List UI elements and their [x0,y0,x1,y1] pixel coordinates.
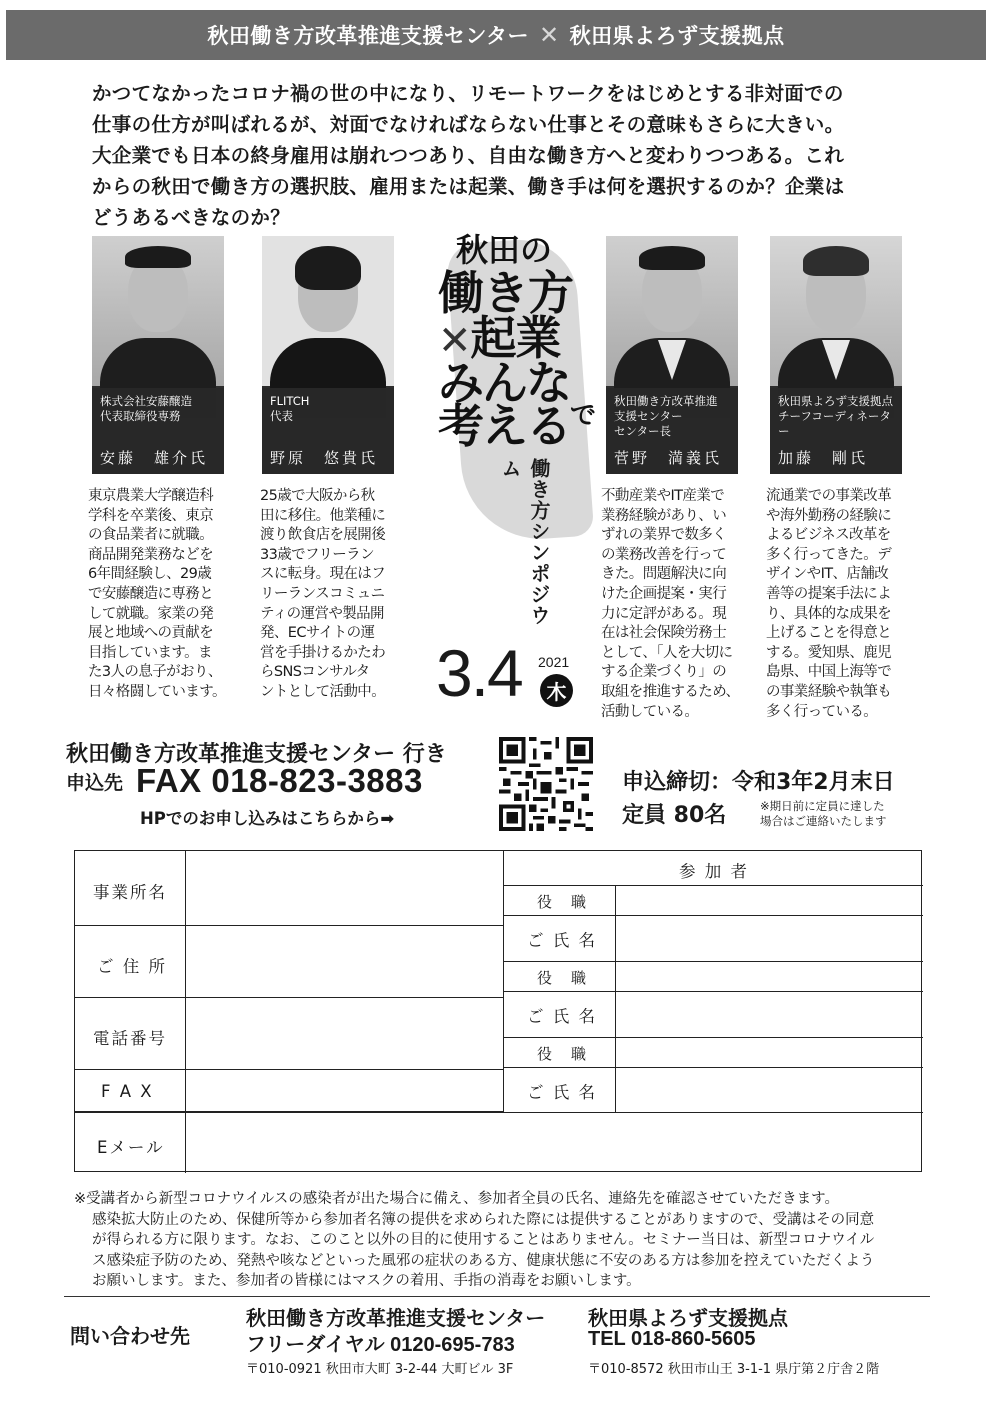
participant-3-position-field[interactable] [616,1038,922,1067]
capacity-note: ※期日前に定員に達した 場合はご連絡いたします [760,799,887,828]
speaker-role: 秋田県よろず支援拠点 チーフコーディネーター [778,394,893,438]
form-label-position: 役 職 [537,969,589,987]
form-label-fax: F A X [101,1082,154,1101]
speaker-caption [262,388,394,474]
qr-code-icon[interactable] [498,737,594,831]
title-line-hatarakikata: 働き方 [438,266,573,320]
speaker-photo-nohara [262,236,394,474]
hp-application-link[interactable]: HPでのお申し込みはこちらから➡ [140,809,395,828]
participant-1-position-field[interactable] [616,886,922,915]
cross-icon: ✕ [438,318,471,364]
notice-line: お願いします。また、参加者の皆様にはマスクの着用、手指の消毒をお願いします。 [92,1273,641,1289]
speaker-caption [770,388,902,474]
title-kangaeru-text: 考える [438,399,570,453]
speaker-name: 安藤 雄介氏 [100,449,209,467]
application-deadline: 申込締切：令和3年2月末日 [622,770,895,795]
intro-line: かつてなかったコロナ禍の世の中になり、リモートワークをはじめとする非対面での [92,82,844,105]
contact-org-1-name: 秋田働き方改革推進支援センター [246,1306,546,1330]
notice-line: が得られる方に限ります。なお、このこと以外の目的に使用することはありません。セミナー当日は、新型コロナウイル [92,1232,875,1248]
form-label-position: 役 職 [537,1045,589,1063]
application-label: 申込先 [66,772,124,794]
privacy-notice [74,1189,924,1292]
capacity: 定員 80名 [622,803,727,828]
speaker-caption [92,388,224,474]
header-organizer-right: 秋田県よろず支援拠点 [569,24,785,48]
intro-line: 大企業でも日本の終身雇用は崩れつつあり、自由な働き方へと変わりつつある。これ [92,144,845,167]
form-label-phone: 電話番号 [93,1029,167,1048]
participant-2-position-field[interactable] [616,962,922,991]
speaker-bio-nohara: 25歳で大阪から秋 田に移住。他業種に 渡り飲食店を展開後 33歳でフリーラン スに転身。現在はフ リーランスコミュニ ティの運営や製品開 発、ECサイトの運 営を手掛けるかたわ らSNSコンサルタ ントとして活動中。 [260,488,386,700]
event-date: 3.4 [436,636,522,710]
notice-line: ※受講者から新型コロナウイルスの感染者が出た場合に備え、参加者全員の氏名、連絡先を確認させていただきます。 [74,1191,839,1207]
form-label-email: Eメール [97,1138,165,1157]
office-name-field[interactable] [186,851,502,925]
participant-2-name-field[interactable] [616,992,922,1037]
title-line-kangaeru [438,399,595,453]
participant-1-name-field[interactable] [616,916,922,961]
speaker-name: 野原 悠貴氏 [270,449,379,467]
notice-line: ス感染症予防のため、発熱や咳などといった風邪の症状のある方、健康状態に不安のある方は参加を控えていただくよう [92,1252,875,1269]
cross-icon: ✕ [539,21,560,49]
form-label-address: ご 住 所 [97,957,167,976]
event-weekday-badge: 木 [540,674,573,707]
email-field[interactable] [186,1113,922,1171]
title-kigyo-text: 起業 [470,311,561,365]
title-de-text: で [570,401,595,431]
speaker-photo-ando [92,236,224,474]
participants-header: 参 加 者 [679,862,749,881]
speaker-bio-ando: 東京農業大学醸造科 学科を卒業後、東京 の食品業者に就職。 商品開発業務などを 6年間経験し、29歳 で安藤醸造に専務と して就職。家業の発 展と地域への貢献を 目指しています。ま た3人の息子がおり、 日々格闘しています。 [88,488,226,700]
form-label-name: ご 氏 名 [527,1083,597,1102]
contact-org-2-name: 秋田県よろず支援拠点 [588,1306,788,1330]
speaker-bio-kato: 流通業での事業改革 や海外勤務の経験に よるビジネス改革を 多く行ってきた。デ ザインやIT、店舗改 善等の提案手法によ り、具体的な成果を 上げることを得意と する。愛知県、鹿児 島県、中国上海等で の事業経験や執筆も 多く行っている。 [766,488,892,720]
footer-divider [64,1296,930,1297]
speaker-role: 株式会社安藤醸造 代表取締役専務 [100,394,192,423]
intro-line: からの秋田で働き方の選択肢、雇用または起業、働き手は何を選択するのか？企業は [92,175,845,198]
title-line-akita: 秋田の [456,231,553,269]
speaker-name: 加藤 剛氏 [778,449,869,467]
phone-field[interactable] [186,998,502,1069]
event-subtitle: 働き方シンポジウム [498,458,551,626]
contact-label: 問い合わせ先 [70,1324,190,1348]
speaker-photo-sugano [606,236,738,474]
fax-field[interactable] [186,1070,502,1111]
event-year: 2021 [538,654,570,670]
contact-org-2-address: 〒010-8572 秋田市山王 3-1-1 県庁第２庁舎２階 [588,1362,880,1377]
intro-text [92,78,912,233]
speaker-role: FLITCH 代表 [270,394,310,423]
form-label-name: ご 氏 名 [527,1007,597,1026]
form-label-name: ご 氏 名 [527,931,597,950]
header-banner [6,10,986,60]
contact-org-2-tel[interactable]: TEL 018-860-5605 [588,1328,756,1350]
title-line-minna: みんな [438,356,570,410]
intro-line: どうあるべきなのか？ [92,206,291,229]
speaker-role: 秋田働き方改革推進 支援センター センター長 [614,394,718,438]
form-label-position: 役 職 [537,893,589,911]
title-line-kigyo [438,311,561,365]
address-field[interactable] [186,926,502,997]
participant-3-name-field[interactable] [616,1068,922,1111]
application-form [74,850,922,1172]
speaker-bio-sugano: 不動産業やIT産業で 業務経験があり、い ずれの業界で数多く の業務改善を行って きた。問題解決に向 けた企画提案・実行 力に定評がある。現 在は社会保険労務士 として、「人を大切に する企業づくり」の 取組を推進するため、 活動している。 [601,488,740,720]
speaker-name: 菅野 満義氏 [614,449,723,467]
notice-line: 感染拡大防止のため、保健所等から参加者名簿の提供を求められた際には提供することがありますので、受講はその同意 [92,1211,875,1228]
fax-number: FAX 018-823-3883 [136,762,423,799]
speaker-photo-kato [770,236,902,474]
header-organizer-left: 秋田働き方改革推進支援センター [207,24,530,48]
application-destination: 秋田働き方改革推進支援センター 行き [66,742,447,767]
speaker-caption [606,388,738,474]
contact-org-1-tel[interactable]: フリーダイヤル 0120-695-783 [246,1334,515,1356]
intro-line: 仕事の仕方が叫ばれるが、対面でなければならない仕事とその意味もさらに大きい。 [92,113,845,136]
contact-org-1-address: 〒010-0921 秋田市大町 3-2-44 大町ビル 3F [246,1362,514,1377]
form-label-office: 事業所名 [93,883,167,902]
